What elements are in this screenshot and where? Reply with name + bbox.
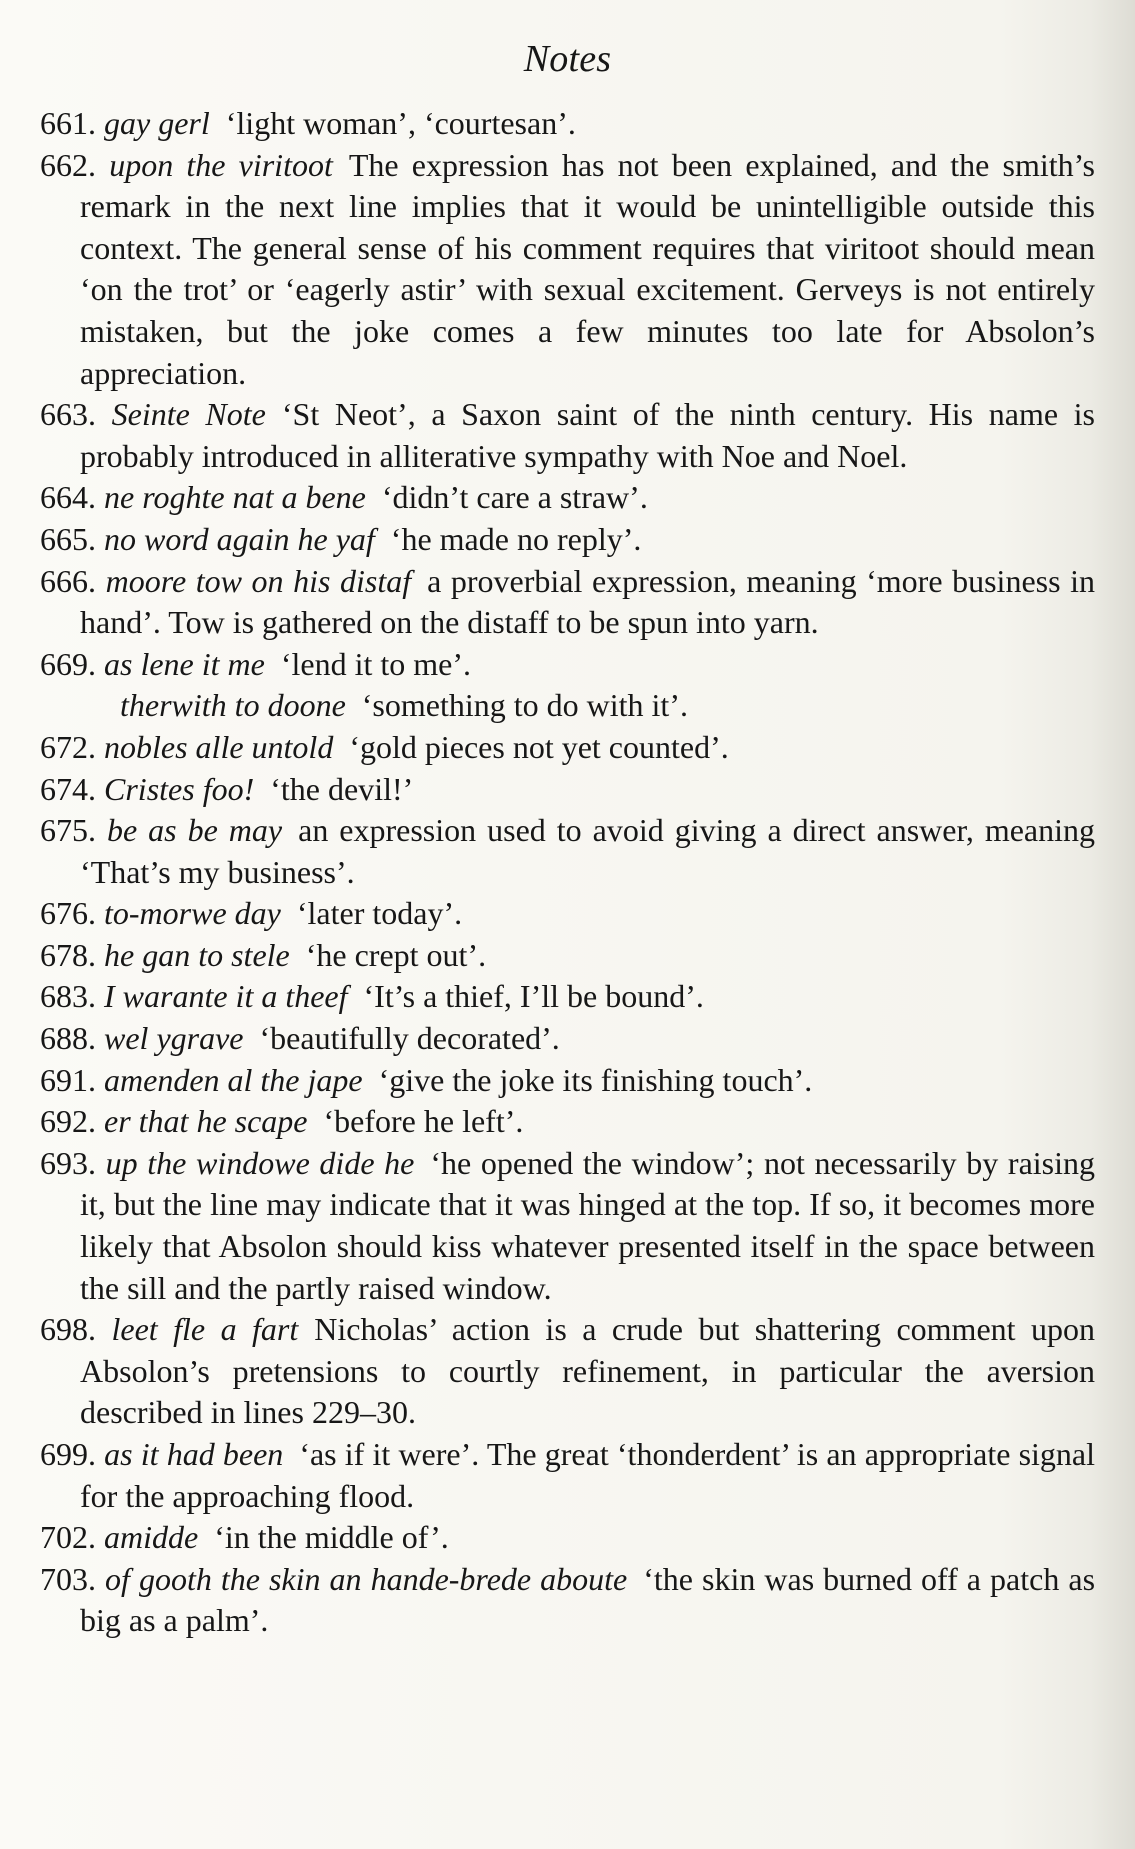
note-gloss: Nicholas’ action is a crude but shattering comment upon Absolon’s pretensions to courtly refinement, in particular the aversion described in lines 229–30. [80,1311,1096,1431]
note-gloss: ‘before he left’. [323,1103,524,1140]
note-lemma: therwith to doone [120,687,346,724]
note-line-number: 688. [40,1020,96,1057]
note-entry [40,103,1095,145]
note-line-number: 664. [40,479,96,516]
note-gloss: ‘gold pieces not yet counted’. [349,728,729,765]
note-entry [40,976,1095,1018]
note-gloss: ‘It’s a thief, I’ll be bound’. [363,978,704,1015]
note-line-number: 676. [40,895,96,932]
note-entry [40,1434,1095,1517]
note-entry [40,519,1095,561]
note-line-number: 665. [40,520,96,557]
note-entry [40,1559,1095,1642]
note-line-number: 703. [40,1560,96,1597]
note-gloss: ‘something to do with it’. [361,687,688,724]
note-lemma: as it had been [104,1436,284,1472]
note-lemma: Seinte Note [111,396,266,433]
note-lemma: er that he scape [104,1103,308,1140]
note-line-number: 691. [40,1061,96,1098]
note-gloss: ‘later today’. [296,895,463,932]
note-entry [40,935,1095,977]
note-lemma: upon the viritoot [109,146,333,183]
note-gloss: ‘lend it to me’. [280,645,472,682]
note-line-number: 678. [40,936,96,973]
note-gloss: ‘the skin was burned off a patch as big as a palm’. [80,1560,1096,1639]
note-entry [40,1517,1095,1559]
note-line-number: 669. [40,645,96,682]
note-lemma: of gooth the skin an hande-brede aboute [105,1560,628,1597]
note-gloss: ‘St Neot’, a Saxon saint of the ninth century. His name is probably introduced in alliterative sympathy with Noe and Noel. [80,396,1096,474]
note-line-number: 698. [40,1311,96,1348]
note-gloss: ‘as if it were’. The great ‘thonderdent’ is an appropriate signal for the approaching flood. [80,1436,1096,1514]
note-gloss: ‘the devil!’ [270,770,414,807]
note-lemma: as lene it me [104,645,265,682]
note-line-number: 675. [40,812,96,849]
note-entry [40,769,1095,811]
note-entry [40,145,1095,395]
note-entry [40,1018,1095,1060]
note-line-number: 666. [40,562,96,599]
notes-list [40,103,1095,1642]
note-entry [40,561,1095,644]
note-entry [40,1309,1095,1434]
note-line-number: 692. [40,1103,96,1140]
note-entry [40,810,1095,893]
note-line-number: 663. [40,396,96,433]
note-lemma: amidde [104,1519,199,1556]
note-gloss: ‘he crept out’. [305,936,487,973]
note-entry [40,394,1095,477]
note-lemma: Cristes foo! [104,770,255,807]
note-lemma: no word again he yaf [104,520,375,557]
note-lemma: up the windowe dide he [105,1144,415,1181]
note-line-number: 683. [40,978,96,1015]
note-lemma: leet fle a fart [111,1311,299,1348]
note-lemma: ne roghte nat a bene [104,479,366,516]
note-lemma: nobles alle untold [104,728,334,765]
note-entry [40,644,1095,686]
note-gloss: ‘he opened the window’; not necessarily by raising it, but the line may indicate that it was hinged at the top. If so, it becomes more likely that Absolon should kiss whatever presented itself in the space between the sill and the partly raised window. [80,1144,1096,1306]
page-title: Notes [523,38,612,80]
note-entry [40,685,1095,727]
note-gloss: ‘beautifully decorated’. [259,1020,560,1057]
note-lemma: amenden al the jape [104,1061,363,1098]
note-gloss: ‘in the middle of’. [214,1519,449,1556]
note-entry [40,1101,1095,1143]
note-lemma: wel ygrave [104,1020,244,1057]
note-entry [40,727,1095,769]
note-line-number: 661. [40,105,96,141]
note-line-number: 674. [40,770,96,807]
note-lemma: I warante it a theef [104,978,348,1015]
note-lemma: moore tow on his distaf [105,562,412,599]
note-lemma: to-morwe day [104,895,281,932]
note-entry [40,477,1095,519]
note-lemma: be as be may [106,812,283,849]
note-lemma: he gan to stele [104,936,290,973]
note-gloss: ‘light woman’, ‘courtesan’. [225,105,576,141]
note-entry [40,1060,1095,1102]
note-gloss: ‘give the joke its finishing touch’. [378,1061,813,1098]
note-line-number: 662. [40,146,96,183]
note-gloss: ‘he made no reply’. [390,520,642,557]
note-line-number: 699. [40,1436,96,1472]
note-gloss: an expression used to avoid giving a direct answer, meaning ‘That’s my business’. [80,812,1096,890]
note-entry [40,1143,1095,1309]
note-gloss: a proverbial expression, meaning ‘more business in hand’. Tow is gathered on the distaff to be spun into yarn. [80,562,1096,641]
note-entry [40,893,1095,935]
note-line-number: 693. [40,1144,96,1181]
note-line-number: 702. [40,1519,96,1556]
note-line-number: 672. [40,728,96,765]
note-gloss: ‘didn’t care a straw’. [381,479,648,516]
note-lemma: gay gerl [104,105,210,141]
note-gloss: The expression has not been explained, and the smith’s remark in the next line implies that it would be unintelligible outside this context. The general sense of his comment requires that viritoot should mean ‘on the trot’ or ‘eagerly astir’ with sexual excitement. Gerveys is not entirely mistaken, but the joke comes a few minutes too late for Absolon’s appreciation. [80,146,1096,391]
